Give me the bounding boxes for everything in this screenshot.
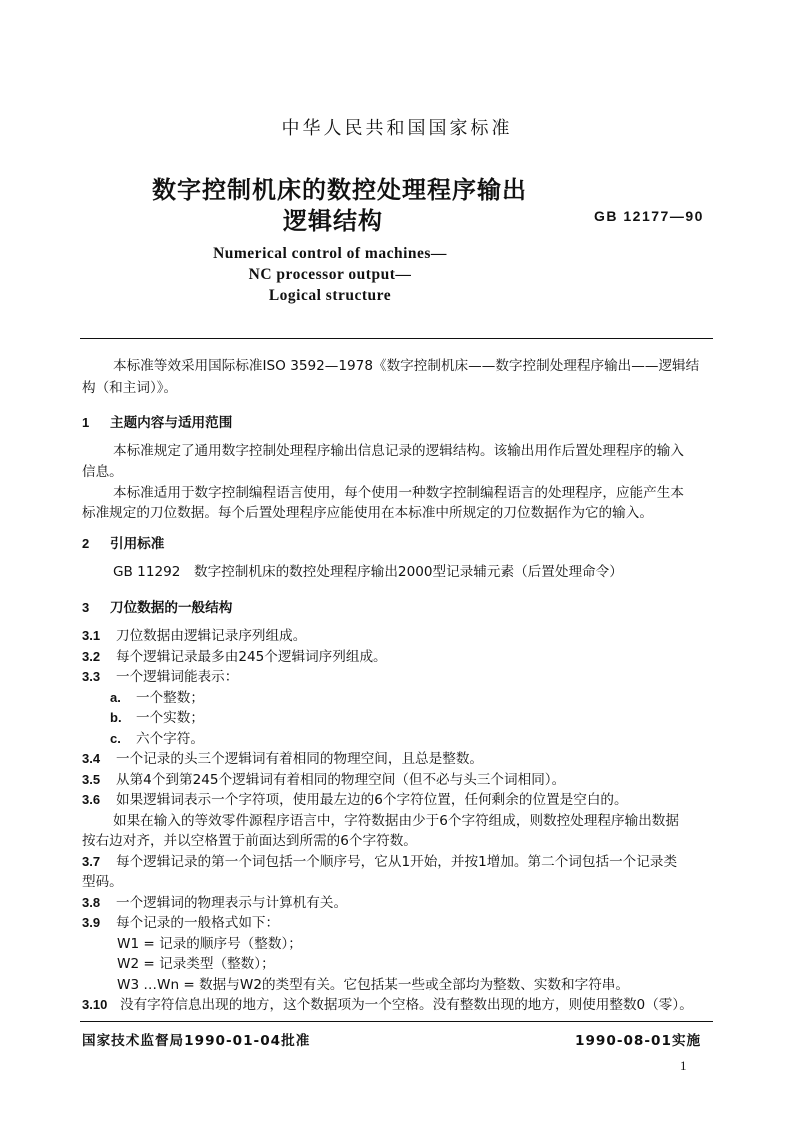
section-1-number: 1 (82, 415, 90, 430)
clause-text: 每个逻辑记录最多由245个逻辑词序列组成。 (116, 649, 387, 665)
clause-number: 3.7 (82, 854, 101, 869)
record-format-w2: W2 = 记录类型（整数）； (117, 956, 275, 972)
clause-3-3-a (110, 688, 204, 708)
section-3-heading (82, 596, 232, 616)
country-standard-header: 中华人民共和国国家标准 (281, 118, 513, 139)
clause-text: 一个逻辑词能表示： (116, 669, 239, 685)
list-label: c. (110, 731, 121, 746)
english-title-line-1: Numerical control of machines— (213, 245, 447, 262)
clause-text: 如果逻辑词表示一个字符项，使用最左边的6个字符位置，任何剩余的位置是空白的。 (116, 792, 628, 808)
s1-p1-line-1: 本标准规定了通用数字控制处理程序输出信息记录的逻辑结构。该输出用作后置处理程序的输入 (113, 443, 684, 459)
list-text: 六个字符。 (136, 731, 204, 747)
clause-number: 3.8 (82, 895, 101, 910)
s1-p2-line-2: 标准规定的刀位数据。每个后置处理程序应能使用在本标准中所规定的刀位数据作为它的输入。 (82, 505, 653, 521)
title-line-2: 逻辑结构 (283, 207, 383, 235)
section-2-title: 引用标准 (110, 536, 165, 552)
clause-3-4 (82, 749, 483, 769)
section-1-heading (82, 411, 232, 431)
clause-number: 3.4 (82, 751, 101, 766)
list-label: b. (110, 710, 122, 725)
clause-3-7-line-2: 型码。 (82, 874, 123, 890)
s1-p1-line-2: 信息。 (82, 464, 123, 480)
clause-number: 3.10 (82, 997, 108, 1012)
clause-number: 3.5 (82, 772, 101, 787)
intro-line-2: 构（和主词）》。 (82, 380, 178, 396)
standard-number: GB 12177—90 (594, 208, 704, 224)
english-title-line-3: Logical structure (268, 287, 392, 304)
clause-3-3 (82, 667, 238, 687)
clause-text: 每个逻辑记录的第一个词包括一个顺序号，它从1开始，并按1增加。第二个词包括一个记录类 (116, 854, 678, 870)
clause-number: 3.2 (82, 649, 101, 664)
section-2-number: 2 (82, 536, 90, 551)
clause-number: 3.9 (82, 915, 101, 930)
title-line-1: 数字控制机床的数控处理程序输出 (152, 176, 527, 204)
section-3-title: 刀位数据的一般结构 (110, 600, 233, 616)
clause-3-7 (82, 852, 677, 872)
list-text: 一个实数； (136, 710, 204, 726)
clause-3-10 (82, 995, 693, 1015)
clause-3-6 (82, 790, 628, 810)
clause-text: 从第4个到第245个逻辑词有着相同的物理空间（但不必与头三个词相同）。 (116, 772, 566, 788)
clause-text: 每个记录的一般格式如下： (116, 915, 280, 931)
intro-line-1: 本标准等效采用国际标准ISO 3592—1978《数字控制机床——数字控制处理程序输出——逻辑结 (113, 358, 700, 374)
record-format-w3: W3 …Wn = 数据与W2的类型有关。它包括某一些或全部均为整数、实数和字符串。 (117, 977, 629, 993)
effective-date: 1990-08-01实施 (575, 1033, 702, 1049)
clause-3-9 (82, 913, 279, 933)
clause-text: 没有字符信息出现的地方，这个数据项为一个空格。没有整数出现的地方，则使用整数0（零）。 (120, 997, 693, 1013)
clause-number: 3.3 (82, 669, 101, 684)
clause-3-6-para-line-2: 按右边对齐，并以空格置于前面达到所需的6个字符数。 (82, 833, 417, 849)
header-divider (80, 338, 713, 339)
page-number: 1 (680, 1058, 687, 1073)
footer-divider (80, 1021, 713, 1022)
clause-text: 一个逻辑词的物理表示与计算机有关。 (116, 895, 348, 911)
list-label: a. (110, 690, 121, 705)
section-2-heading (82, 532, 164, 552)
clause-3-3-c (110, 729, 204, 749)
approval-date: 国家技术监督局1990-01-04批准 (82, 1033, 311, 1049)
clause-number: 3.6 (82, 792, 101, 807)
clause-3-5 (82, 770, 565, 790)
clause-text: 刀位数据由逻辑记录序列组成。 (116, 628, 307, 644)
clause-number: 3.1 (82, 628, 101, 643)
clause-3-6-para-line-1: 如果在输入的等效零件源程序语言中，字符数据由少于6个字符组成，则数控处理程序输出数据 (113, 813, 679, 829)
clause-3-1 (82, 626, 306, 646)
clause-3-3-b (110, 708, 204, 728)
clause-3-2 (82, 647, 387, 667)
clause-text: 一个记录的头三个逻辑词有着相同的物理空间，且总是整数。 (116, 751, 484, 767)
list-text: 一个整数； (136, 690, 204, 706)
section-3-number: 3 (82, 600, 90, 615)
s2-reference: GB 11292 数字控制机床的数控处理程序输出2000型记录辅元素（后置处理命令） (113, 564, 623, 580)
record-format-w1: W1 = 记录的顺序号（整数）； (117, 936, 302, 952)
section-1-title: 主题内容与适用范围 (110, 415, 233, 431)
english-title-line-2: NC processor output— (248, 266, 412, 283)
clause-3-8 (82, 893, 347, 913)
s1-p2-line-1: 本标准适用于数字控制编程语言使用，每个使用一种数字控制编程语言的处理程序，应能产生本 (113, 485, 684, 501)
